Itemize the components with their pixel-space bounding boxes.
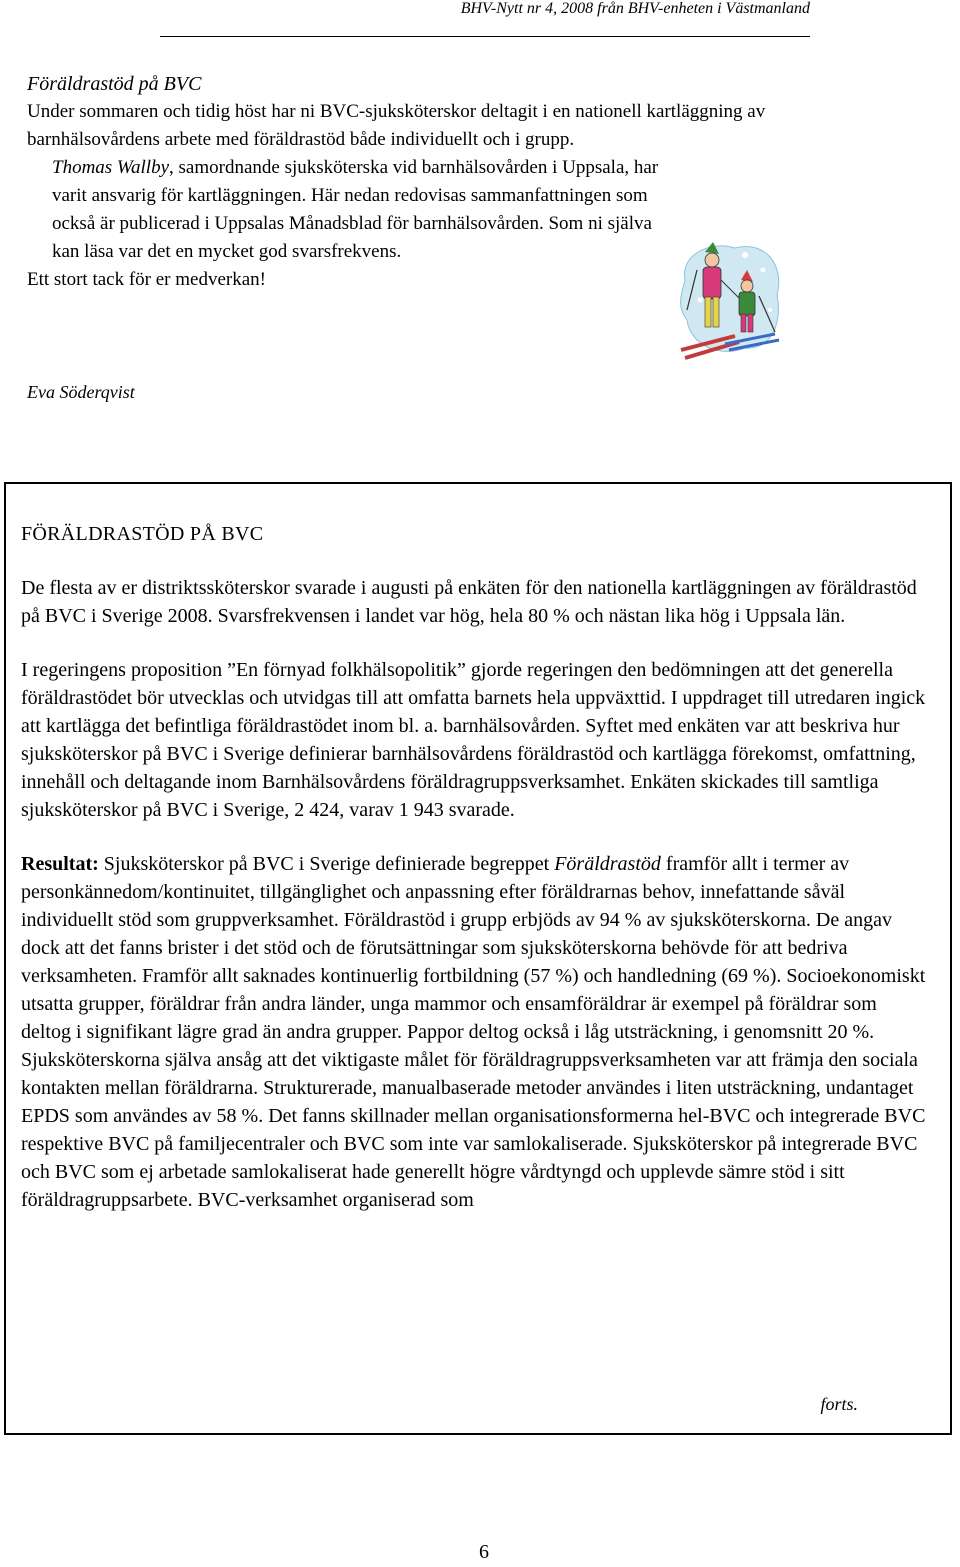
- article-box: [4, 482, 952, 1435]
- continued-label: forts.: [820, 1394, 858, 1414]
- byline: Eva Söderqvist: [27, 382, 135, 402]
- term-foraldrastod: Föräldrastöd: [554, 853, 661, 875]
- intro-name: Thomas Wallby: [52, 157, 170, 178]
- article-body: [21, 520, 926, 1240]
- header-rule: [160, 36, 810, 37]
- article-title: FÖRÄLDRASTÖD PÅ BVC: [21, 523, 264, 545]
- header-text: BHV-Nytt nr 4, 2008 från BHV-enheten i Västmanland: [460, 0, 810, 17]
- skiers-illustration: [675, 240, 785, 365]
- intro-paragraph-2: [27, 154, 662, 266]
- article-paragraph-2: I regeringens proposition ”En förnyad folkhälsopolitik” gjorde regeringen den bedömningen att det generella föräldrastödet bör utvecklas och utvidgas till att omfatta barnets hela uppväxttid. I uppdraget till utredaren ingick att kartlägga det befintliga föräldrastödet inom bl. a. barnhälsovården. Syftet med enkäten var att beskriva hur sjuksköterskor på BVC i Sverige definierar barnhälsovårdens föräldrastöd och kartlägga förekomst, omfattning, innehåll och deltagande inom Barnhälsovårdens föräldragruppsverksamhet. Enkäten skickades till samtliga sjuksköterskor på BVC i Sverige, 2 424, varav 1 943 svarade.: [21, 659, 926, 821]
- page-header: [150, 0, 810, 40]
- article-paragraph-3-b: framför allt i termer av personkännedom/kontinuitet, tillgänglighet och anpassning efter föräldrarnas behov, innefattande såväl individuellt stöd som gruppverksamhet. Föräldrastöd i grupp erbjöds av 94 % av sjuksköterskorna. De angav dock att det fanns brister i det stöd och de förutsättningar som sjuksköterskorna behövde för att bedriva verksamheten. Framför allt saknades kontinuerlig fortbildning (57 %) och handledning (69 %). Socioekonomiskt utsatta grupper, föräldrar från andra länder, unga mammor och ensamföräldrar är exempel på föräldrar som deltog i signifikant lägre grad än andra grupper. Pappor deltog också i låg utsträckning, i genomsnitt 20 %. Sjuksköterskorna själva ansåg att det viktigaste målet för föräldragruppsverksamheten var att främja den sociala kontakten mellan föräldrarna. Strukturerade, manualbaserade metoder användes i liten utsträckning, undantaget EPDS som användes av 58 %. Det fanns skillnader mellan organisationsformerna hel-BVC och integrerade BVC respektive BVC på familjecentraler och BVC som inte var samlokaliserade. Sjuksköterskor på integrerade BVC och BVC som ej arbetade samlokaliserat hade generellt högre vårdtyngd och upplevde sämre stöd i sitt föräldragruppsarbete. BVC-verksamhet organiserad som: [21, 853, 926, 1211]
- article-paragraph-1: De flesta av er distriktssköterskor svarade i augusti på enkäten för den nationella kartläggningen av föräldrastöd på BVC i Sverige 2008. Svarsfrekvensen i landet var hög, hela 80 % och nästan lika hög i Uppsala län.: [21, 577, 917, 627]
- article-paragraph-3-a: Sjuksköterskor på BVC i Sverige definierade begreppet: [98, 853, 555, 875]
- intro-paragraph-3: Ett stort tack för er medverkan!: [27, 269, 266, 290]
- article-paragraph-3: [21, 850, 926, 1214]
- result-label: Resultat:: [21, 853, 99, 875]
- page-number: 6: [479, 1541, 489, 1563]
- intro-paragraph-1: Under sommaren och tidig höst har ni BVC-sjuksköterskor deltagit i en nationell kartläggning av barnhälsovårdens arbete med föräldrastöd både individuellt och i grupp.: [27, 101, 766, 150]
- intro-paragraph-2-text: , samordnande sjuksköterska vid barnhälsovården i Uppsala, har varit ansvarig för kartläggningen. Här nedan redovisas sammanfattningen som också är publicerad i Uppsalas Månadsblad för barnhälsovården. Som ni själva kan läsa var det en mycket god svarsfrekvens.: [52, 157, 659, 262]
- intro-title: Föräldrastöd på BVC: [27, 73, 202, 95]
